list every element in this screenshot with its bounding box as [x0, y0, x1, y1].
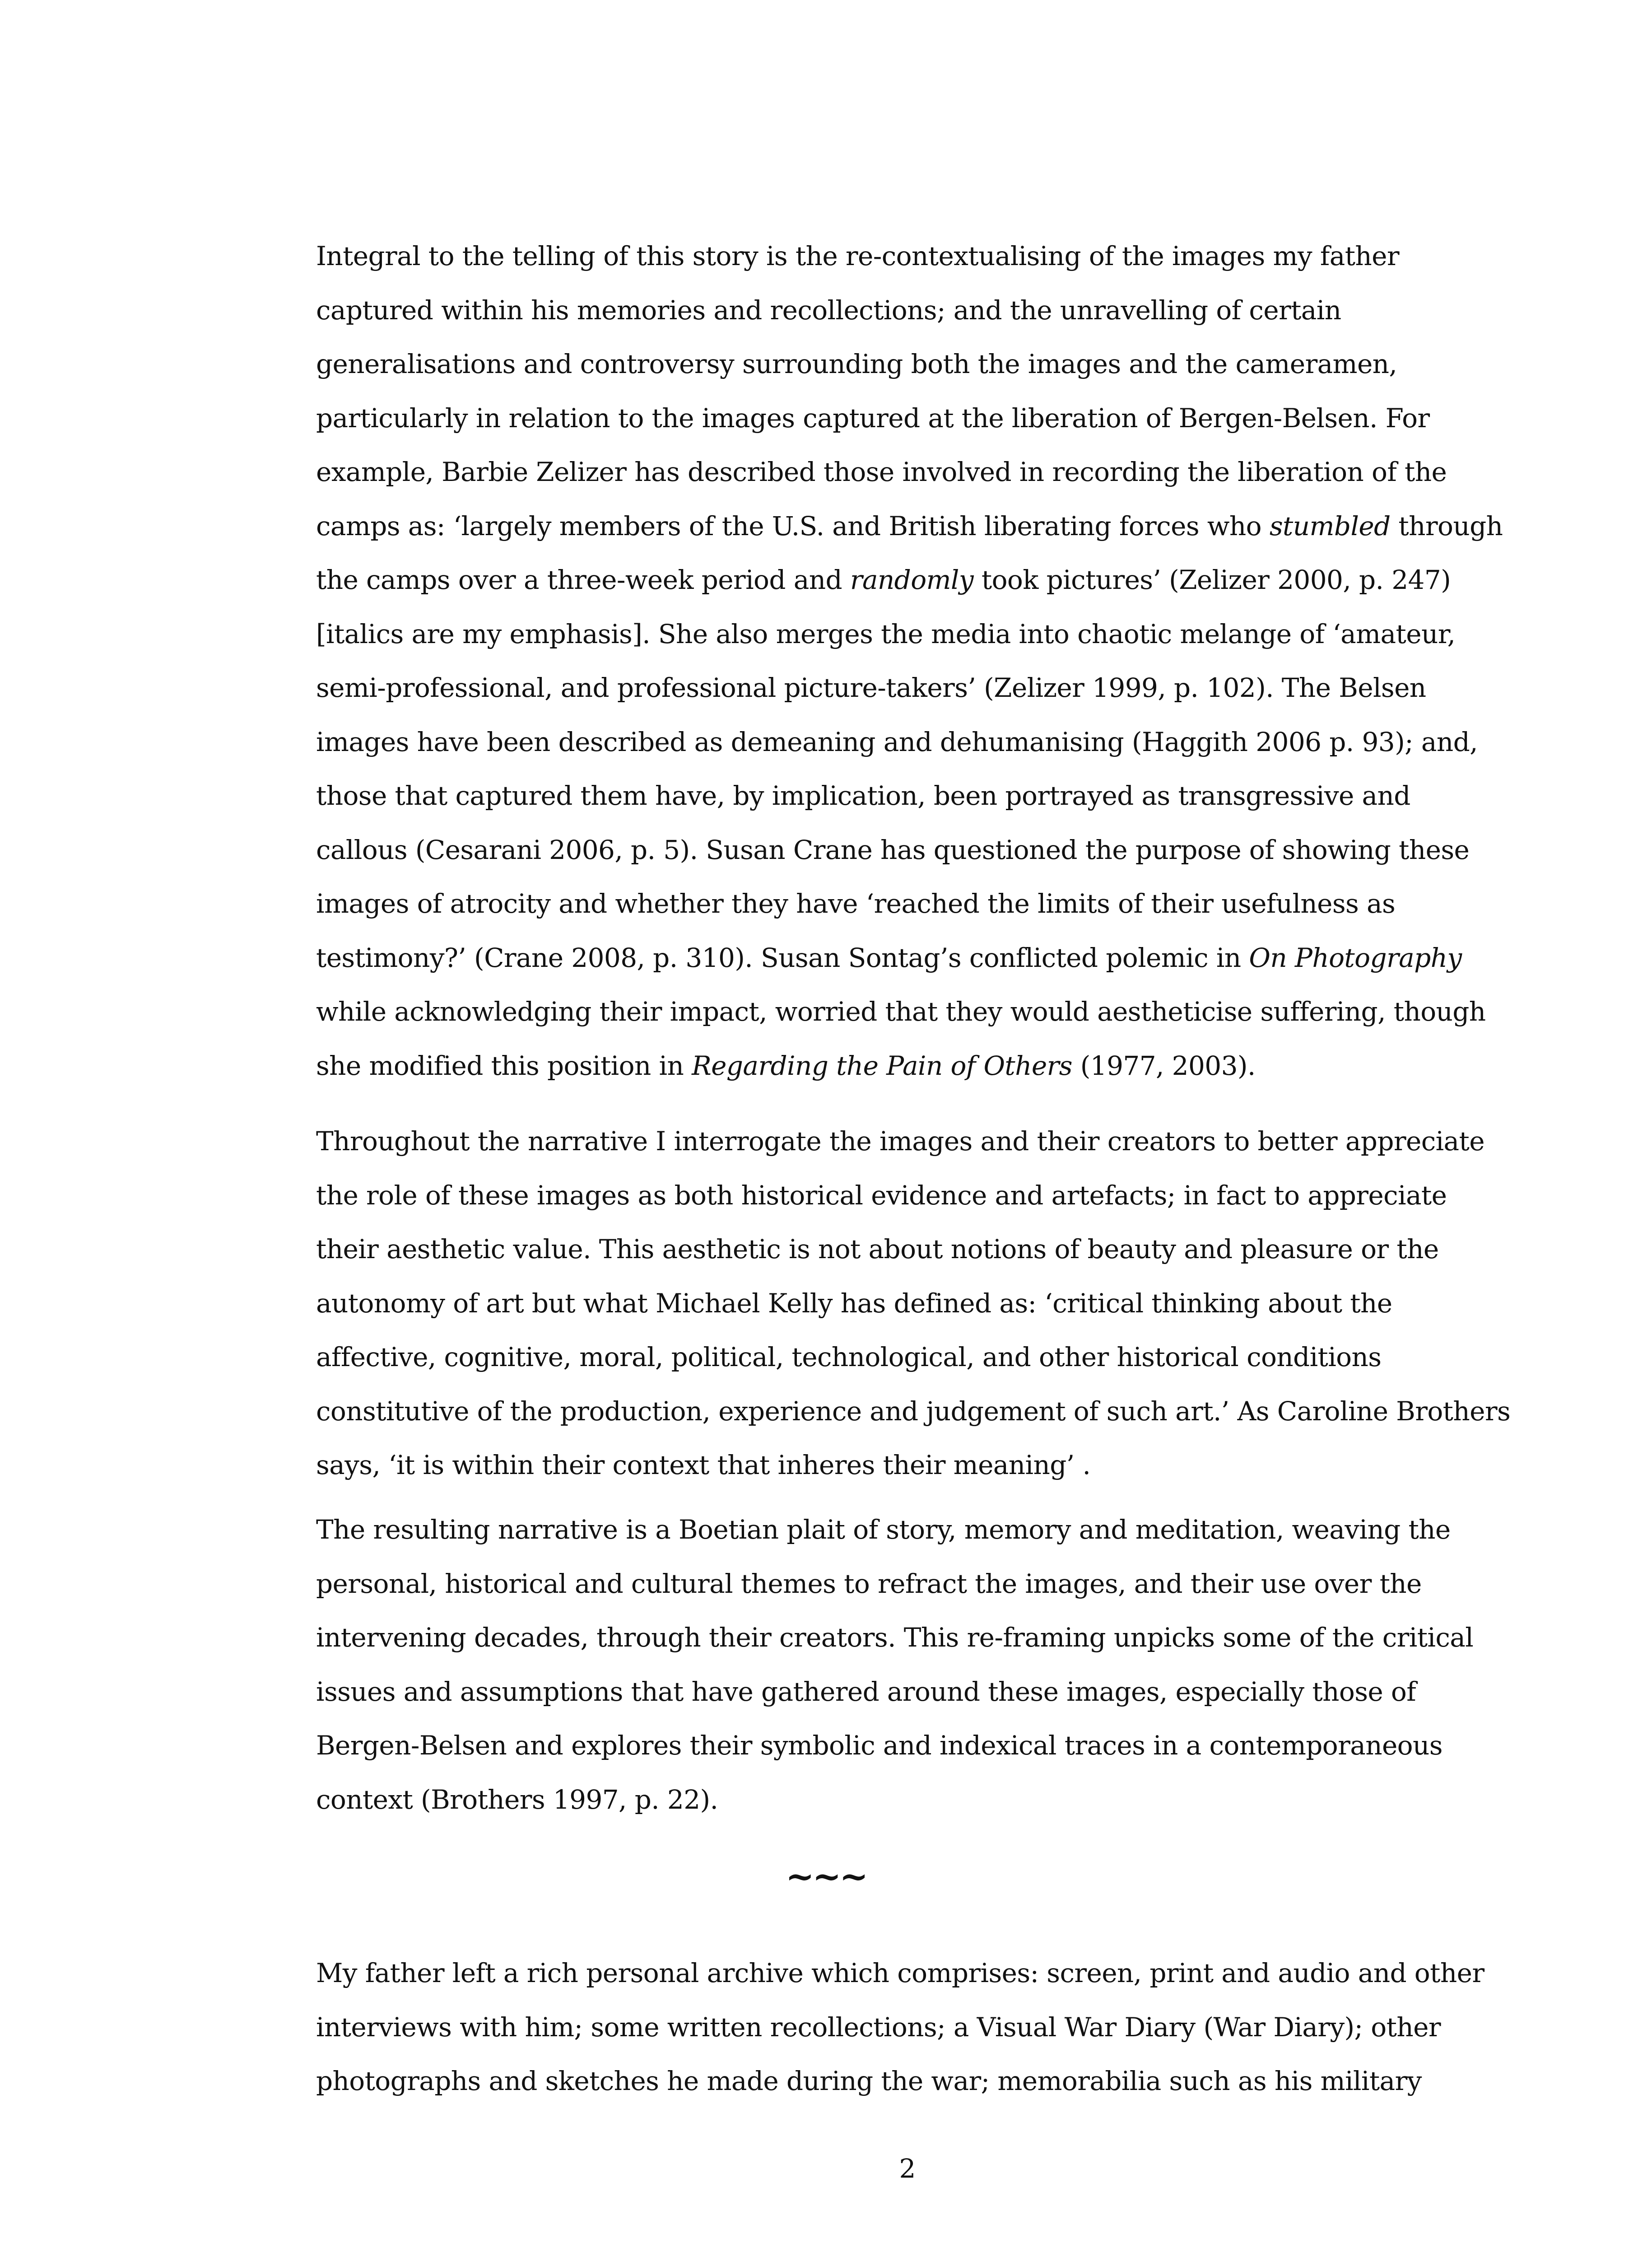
- text-line: while acknowledging their impact, worried that they would aestheticise suffering, though: [316, 996, 1486, 1027]
- text-line: photographs and sketches he made during the war; memorabilia such as his military: [316, 2066, 1422, 2096]
- text-line: context (Brothers 1997, p. 22).: [316, 1784, 718, 1815]
- text-line: The resulting narrative is a Boetian plait of story, memory and meditation, weaving the: [316, 1514, 1451, 1545]
- text-line: camps as: ‘largely members of the U.S. and British liberating forces who stumbled through: [316, 510, 1503, 541]
- text-line: Throughout the narrative I interrogate the images and their creators to better appreciate: [316, 1126, 1484, 1157]
- text-line: semi-professional, and professional picture-takers’ (Zelizer 1999, p. 102). The Belsen: [316, 672, 1426, 703]
- paragraph: [316, 1503, 1508, 1827]
- paragraph: [316, 1946, 1508, 2109]
- text-line: particularly in relation to the images captured at the liberation of Bergen-Belsen. For: [316, 402, 1430, 434]
- text-line: example, Barbie Zelizer has described those involved in recording the liberation of the: [316, 457, 1447, 487]
- italic-title: stumbled: [1269, 510, 1391, 541]
- text-line: callous (Cesarani 2006, p. 5). Susan Crane has questioned the purpose of showing these: [316, 834, 1470, 865]
- text-line: captured within his memories and recollections; and the unravelling of certain: [316, 294, 1341, 326]
- text-line: Bergen-Belsen and explores their symbolic and indexical traces in a contemporaneous: [316, 1730, 1443, 1761]
- page-number: 2: [899, 2153, 916, 2184]
- text-line: intervening decades, through their creators. This re-framing unpicks some of the critical: [316, 1622, 1474, 1653]
- text-line: testimony?’ (Crane 2008, p. 310). Susan Sontag’s conflicted polemic in On Photography: [316, 942, 1462, 973]
- section-separator: ~~~: [785, 1856, 867, 1896]
- text-line: autonomy of art but what Michael Kelly has defined as: ‘critical thinking about the: [316, 1288, 1392, 1319]
- text-line: affective, cognitive, moral, political, technological, and other historical conditions: [316, 1342, 1382, 1372]
- text-line: Integral to the telling of this story is the re-contextualising of the images my father: [316, 241, 1400, 271]
- italic-title: Regarding the Pain of Others: [692, 1050, 1072, 1081]
- text-line: images have been described as demeaning and dehumanising (Haggith 2006 p. 93); and,: [316, 726, 1478, 757]
- text-line: images of atrocity and whether they have ‘reached the limits of their usefulness as: [316, 888, 1396, 919]
- text-line: those that captured them have, by implication, been portrayed as transgressive and: [316, 780, 1410, 811]
- text-line: generalisations and controversy surrounding both the images and the cameramen,: [316, 349, 1397, 379]
- text-line: their aesthetic value. This aesthetic is not about notions of beauty and pleasure or the: [316, 1234, 1439, 1264]
- text-line: constitutive of the production, experience and judgement of such art.’ As Caroline Brothers: [316, 1395, 1511, 1427]
- paragraph: [316, 1115, 1511, 1493]
- text-line: My father left a rich personal archive which comprises: screen, print and audio and other: [316, 1958, 1484, 1988]
- paragraph: [316, 229, 1508, 1093]
- italic-title: randomly: [850, 564, 974, 595]
- text-line: [italics are my emphasis]. She also merges the media into chaotic melange of ‘amateur,: [316, 618, 1456, 649]
- text-line: personal, historical and cultural themes to refract the images, and their use over the: [316, 1568, 1422, 1599]
- text-line: the role of these images as both historical evidence and artefacts; in fact to appreciate: [316, 1180, 1447, 1211]
- text-line: says, ‘it is within their context that inheres their meaning’ .: [316, 1450, 1091, 1480]
- text-line: the camps over a three-week period and randomly took pictures’ (Zelizer 2000, p. 247): [316, 564, 1451, 595]
- italic-title: On Photography: [1249, 942, 1462, 973]
- text-line: interviews with him; some written recollections; a Visual War Diary (War Diary); other: [316, 2011, 1441, 2043]
- text-line: issues and assumptions that have gathered around these images, especially those of: [316, 1676, 1416, 1707]
- text-line: she modified this position in Regarding the Pain of Others (1977, 2003).: [316, 1050, 1256, 1081]
